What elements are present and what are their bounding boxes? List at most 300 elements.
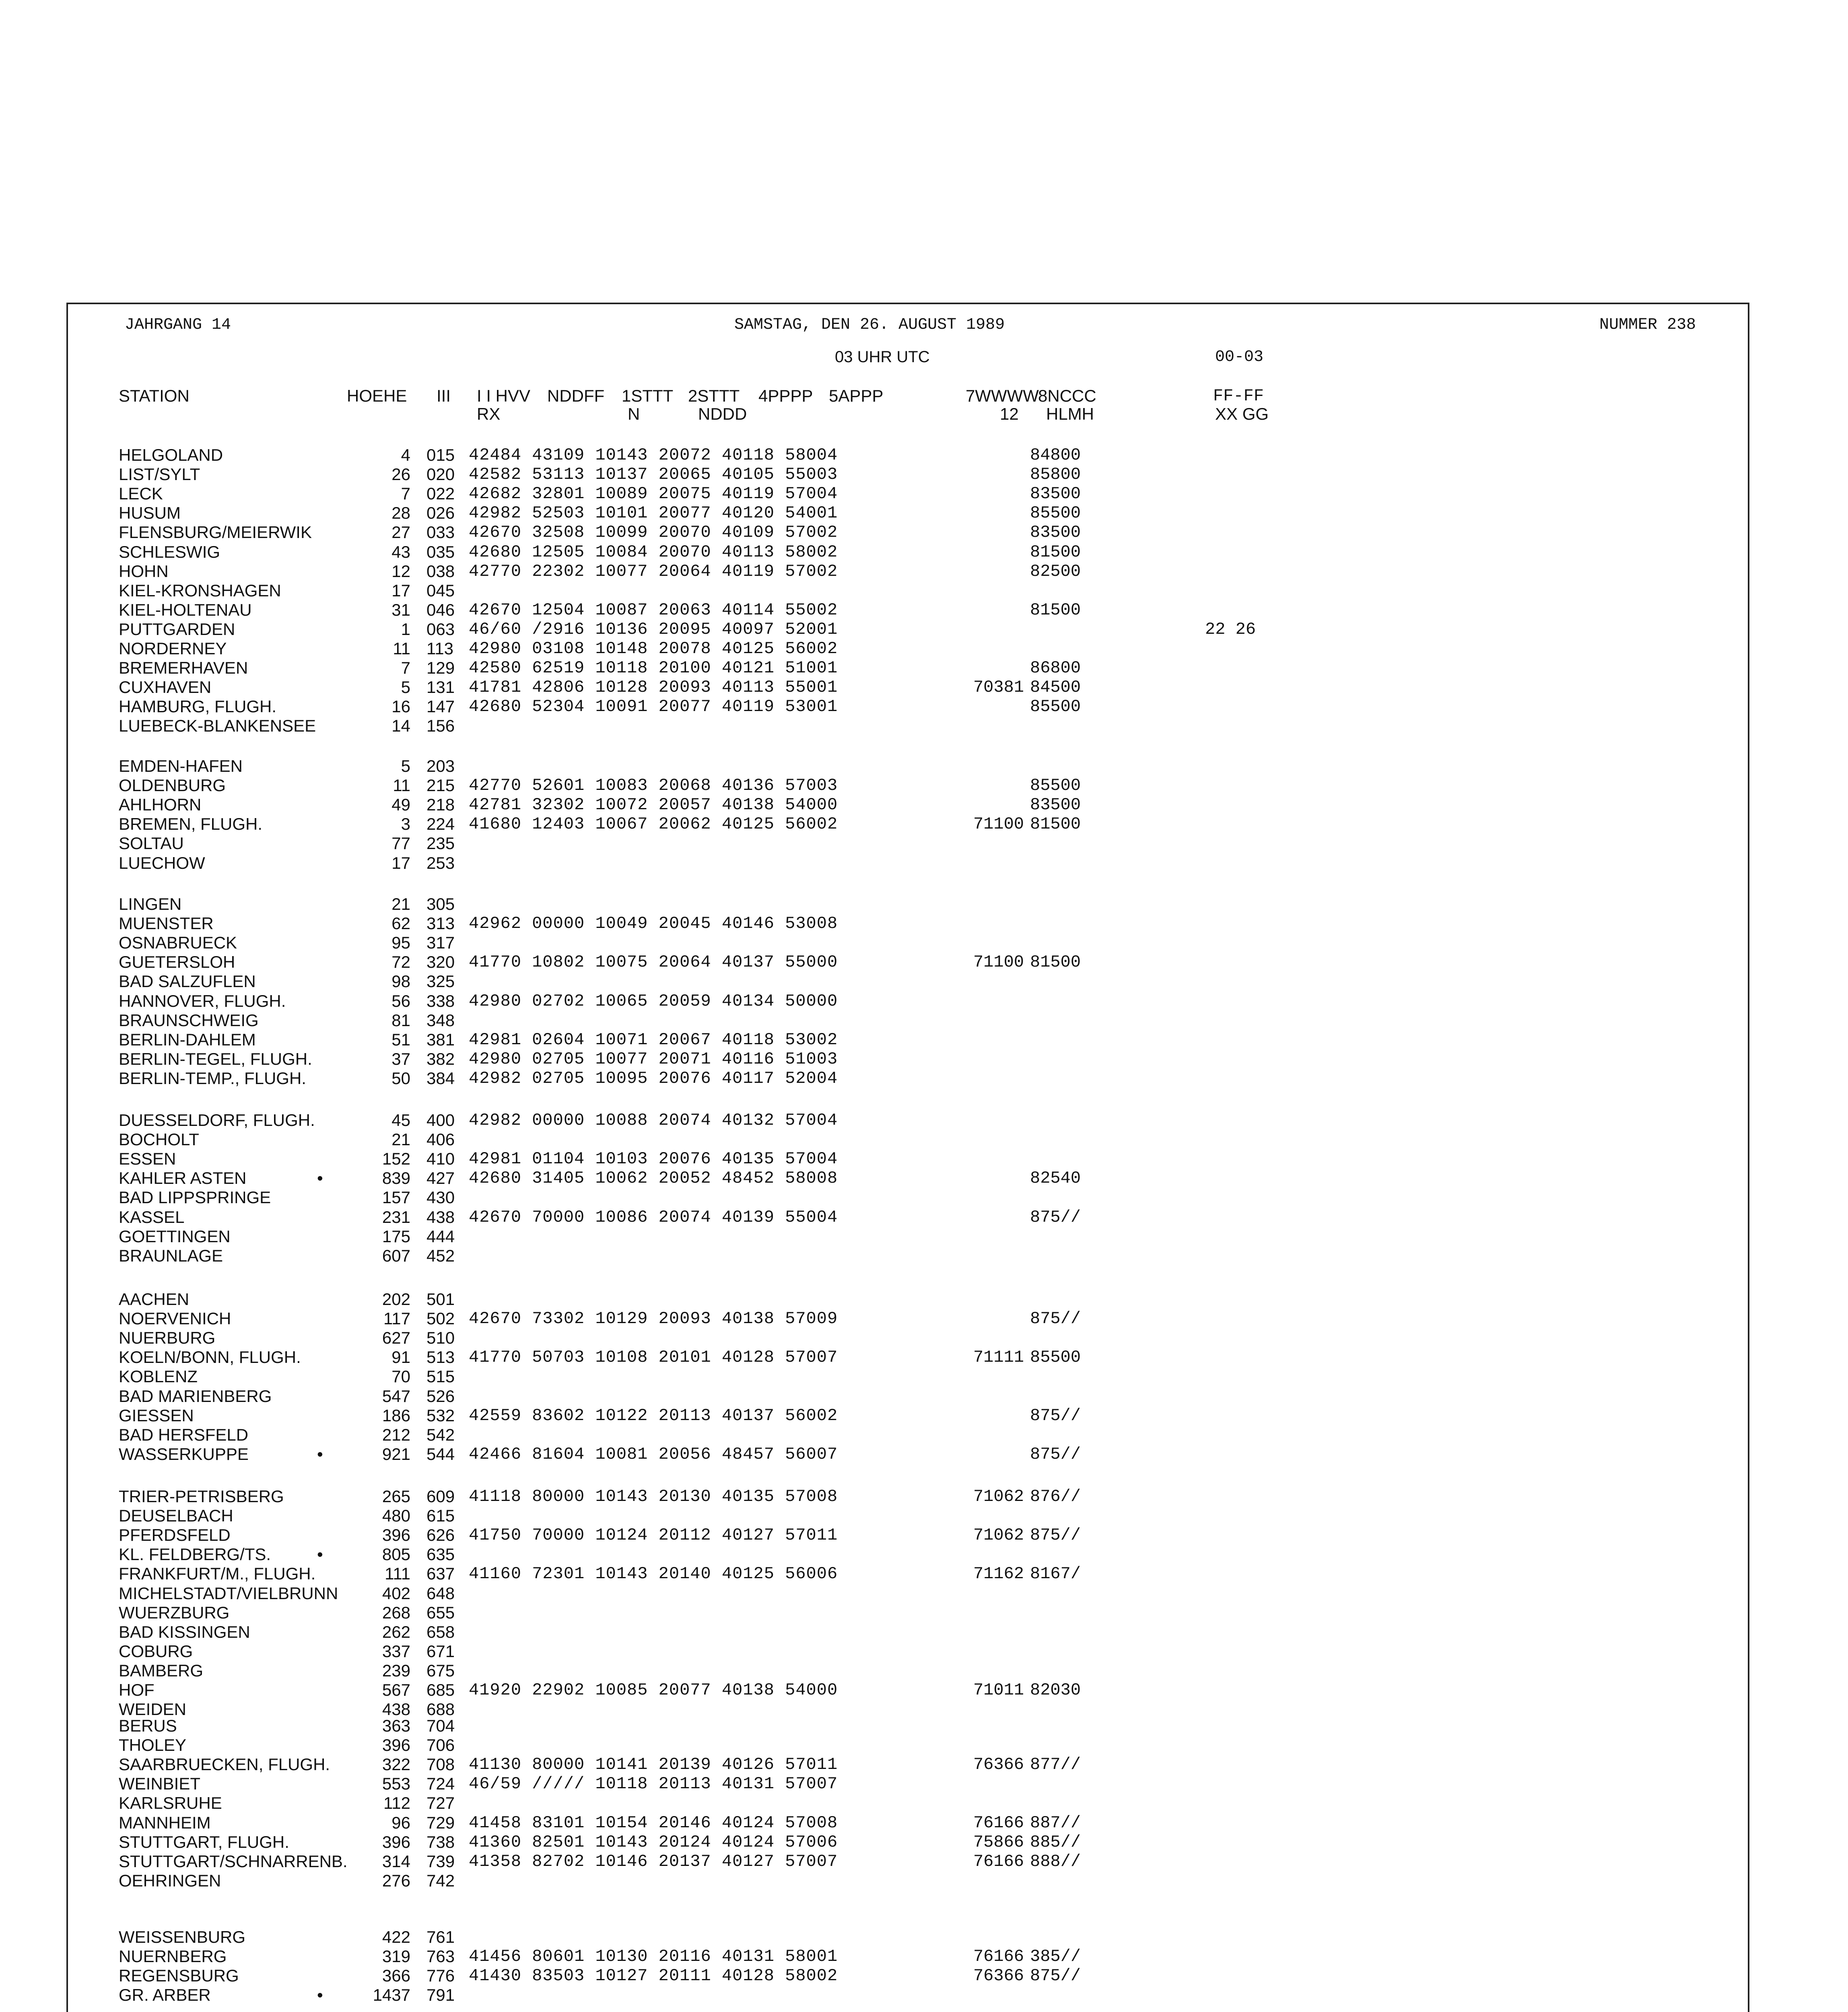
group-8nccc: 84500 — [1030, 678, 1081, 697]
station-index: 637 — [426, 1564, 455, 1583]
group-8nccc: 81500 — [1030, 952, 1081, 972]
table-row — [0, 1927, 1848, 1947]
col-1sttt: 1STTT — [622, 386, 674, 405]
group-8nccc: 81500 — [1030, 814, 1081, 834]
table-row — [0, 1813, 1848, 1833]
group-7wwww: 71111 — [973, 1348, 1024, 1367]
station-index: 035 — [426, 542, 455, 561]
station-height: 157 — [382, 1188, 410, 1207]
station-index: 763 — [426, 1947, 455, 1966]
station-index: 325 — [426, 972, 455, 991]
station-name: BAD MARIENBERG — [119, 1386, 272, 1406]
station-name: BRAUNLAGE — [119, 1246, 223, 1265]
station-height: 1 — [401, 619, 410, 639]
table-row — [0, 1661, 1848, 1680]
station-name: SCHLESWIG — [119, 542, 220, 561]
col-ff-ff: FF-FF — [1213, 386, 1264, 406]
synop-groups: 41130 80000 10141 20139 40126 57011 — [469, 1755, 838, 1775]
station-index: 235 — [426, 834, 455, 853]
station-index: 738 — [426, 1832, 455, 1851]
station-height: 607 — [382, 1246, 410, 1265]
synop-groups: 41680 12403 10067 20062 40125 56002 — [469, 814, 838, 834]
station-name: AHLHORN — [119, 795, 202, 814]
station-name: KARLSRUHE — [119, 1793, 222, 1813]
station-name: GUETERSLOH — [119, 952, 235, 972]
station-name: TRIER-PETRISBERG — [119, 1487, 284, 1506]
table-row — [0, 1793, 1848, 1813]
col-4pppp: 4PPPP — [758, 386, 813, 405]
synop-groups: 41781 42806 10128 20093 40113 55001 — [469, 678, 838, 697]
group-8nccc: 876// — [1030, 1487, 1081, 1506]
synop-groups: 42980 03108 10148 20078 40125 56002 — [469, 639, 838, 658]
table-row — [0, 1985, 1848, 2005]
station-name: AACHEN — [119, 1290, 190, 1309]
station-index: 502 — [426, 1309, 455, 1328]
synop-groups: 42980 02705 10077 20071 40116 51003 — [469, 1049, 838, 1069]
station-name: LINGEN — [119, 895, 182, 913]
synop-groups: 42680 31405 10062 20052 48452 58008 — [469, 1169, 838, 1188]
table-row — [0, 952, 1848, 972]
station-height: 276 — [382, 1871, 410, 1890]
station-index: 045 — [426, 581, 455, 600]
station-name: GOETTINGEN — [119, 1227, 231, 1246]
group-8nccc: 82540 — [1030, 1169, 1081, 1188]
group-7wwww: 76166 — [973, 1851, 1024, 1871]
station-name: WEINBIET — [119, 1774, 201, 1793]
table-row — [0, 1309, 1848, 1328]
synop-groups: 41118 80000 10143 20130 40135 57008 — [469, 1487, 838, 1506]
station-height: 265 — [382, 1487, 410, 1506]
station-index: 320 — [426, 952, 455, 972]
table-row — [0, 1425, 1848, 1445]
station-index: 739 — [426, 1851, 455, 1871]
station-name: GR. ARBER — [119, 1985, 211, 2005]
station-index: 544 — [426, 1444, 455, 1464]
station-height: 17 — [391, 581, 410, 600]
station-height: 31 — [391, 600, 410, 619]
station-height: 16 — [391, 697, 410, 716]
col-5appp: 5APPP — [829, 386, 884, 405]
station-index: 635 — [426, 1545, 455, 1564]
table-row — [0, 1348, 1848, 1367]
synop-groups: 42680 12505 10084 20070 40113 58002 — [469, 542, 838, 562]
station-index: 382 — [426, 1049, 455, 1068]
period-label: 00-03 — [1215, 348, 1264, 366]
station-height: 17 — [391, 853, 410, 872]
station-height: 921 — [382, 1444, 410, 1464]
station-index: 218 — [426, 795, 455, 814]
station-height: 12 — [391, 561, 410, 581]
station-height: 98 — [391, 972, 410, 991]
station-name: DUESSELDORF, FLUGH. — [119, 1111, 315, 1130]
synop-groups: 42962 00000 10049 20045 40146 53008 — [469, 914, 838, 934]
table-row — [0, 542, 1848, 562]
station-index: 791 — [426, 1985, 455, 2005]
station-index: 406 — [426, 1130, 455, 1149]
station-name: MICHELSTADT/VIELBRUNN — [119, 1583, 338, 1603]
station-height: 21 — [391, 895, 410, 913]
station-name: WUERZBURG — [119, 1603, 230, 1622]
table-row — [0, 1290, 1848, 1309]
group-8nccc: 885// — [1030, 1832, 1081, 1852]
table-row — [0, 1716, 1848, 1736]
col-iii: III — [437, 386, 451, 405]
station-name: PUTTGARDEN — [119, 619, 235, 639]
table-row — [0, 1525, 1848, 1545]
station-height: 202 — [382, 1290, 410, 1309]
table-row — [0, 1642, 1848, 1661]
group-7wwww: 76366 — [973, 1755, 1024, 1775]
issue-number: NUMMER 238 — [1599, 316, 1696, 334]
station-index: 532 — [426, 1406, 455, 1425]
station-height: 62 — [391, 914, 410, 933]
station-index: 129 — [426, 658, 455, 678]
station-index: 063 — [426, 619, 455, 639]
table-row — [0, 465, 1848, 484]
station-height: 268 — [382, 1603, 410, 1622]
station-height: 553 — [382, 1774, 410, 1793]
station-height: 81 — [391, 1010, 410, 1030]
table-row — [0, 914, 1848, 933]
station-height: 3 — [401, 814, 410, 834]
group-8nccc: 877// — [1030, 1755, 1081, 1775]
station-index: 022 — [426, 484, 455, 503]
table-row — [0, 1387, 1848, 1406]
station-height: 27 — [391, 523, 410, 542]
station-name: SOLTAU — [119, 834, 184, 853]
group-8nccc: 82030 — [1030, 1680, 1081, 1700]
group-8nccc: 83500 — [1030, 795, 1081, 815]
group-8nccc: 8167/ — [1030, 1564, 1081, 1584]
station-name: BERLIN-TEGEL, FLUGH. — [119, 1049, 312, 1068]
synop-groups: 41358 82702 10146 20137 40127 57007 — [469, 1851, 838, 1871]
group-8nccc: 85500 — [1030, 503, 1081, 523]
table-row — [0, 639, 1848, 658]
table-row — [0, 757, 1848, 776]
table-row — [0, 1208, 1848, 1227]
station-height: 152 — [382, 1149, 410, 1169]
group-7wwww: 76366 — [973, 1966, 1024, 1986]
station-index: 338 — [426, 991, 455, 1010]
station-index: 305 — [426, 895, 455, 913]
station-index: 438 — [426, 1207, 455, 1227]
station-index: 384 — [426, 1068, 455, 1088]
station-index: 131 — [426, 678, 455, 697]
station-name: KOELN/BONN, FLUGH. — [119, 1348, 301, 1367]
station-height: 805 — [382, 1545, 410, 1564]
station-name: BERUS — [119, 1716, 177, 1735]
station-height: 186 — [382, 1406, 410, 1425]
station-index: 452 — [426, 1246, 455, 1265]
table-row — [0, 562, 1848, 581]
station-index: 313 — [426, 914, 455, 933]
station-name: WEISSENBURG — [119, 1927, 246, 1946]
table-row — [0, 503, 1848, 523]
col-8nccc: 8NCCC — [1038, 386, 1096, 405]
group-8nccc: 85500 — [1030, 776, 1081, 796]
mountain-marker: • — [317, 1169, 323, 1188]
group-7wwww: 71011 — [973, 1680, 1024, 1700]
synop-groups: 42981 02604 10071 20067 40118 53002 — [469, 1030, 838, 1049]
station-name: NUERBURG — [119, 1328, 216, 1348]
station-name: BAD HERSFELD — [119, 1425, 249, 1444]
station-height: 175 — [382, 1227, 410, 1246]
station-name: STUTTGART/SCHNARRENB. — [119, 1851, 348, 1871]
station-index: 542 — [426, 1425, 455, 1444]
group-8nccc: 888// — [1030, 1851, 1081, 1871]
station-height: 72 — [391, 952, 410, 972]
table-row — [0, 1227, 1848, 1246]
station-index: 501 — [426, 1290, 455, 1309]
station-height: 262 — [382, 1622, 410, 1641]
station-height: 480 — [382, 1506, 410, 1525]
station-name: OEHRINGEN — [119, 1871, 221, 1890]
station-height: 438 — [382, 1700, 410, 1719]
station-height: 231 — [382, 1207, 410, 1227]
table-row — [0, 1445, 1848, 1464]
observation-time: 03 UHR UTC — [835, 348, 930, 366]
synop-groups: 41920 22902 10085 20077 40138 54000 — [469, 1680, 838, 1700]
station-height: 91 — [391, 1348, 410, 1367]
station-height: 422 — [382, 1927, 410, 1946]
table-row — [0, 795, 1848, 814]
col-rx: RX — [477, 404, 501, 423]
station-index: 444 — [426, 1227, 455, 1246]
synop-groups: 42770 22302 10077 20064 40119 57002 — [469, 561, 838, 581]
synop-groups: 41770 50703 10108 20101 40128 57007 — [469, 1348, 838, 1367]
synop-groups: 42670 32508 10099 20070 40109 57002 — [469, 523, 838, 542]
synop-groups: 42980 02702 10065 20059 40134 50000 — [469, 991, 838, 1011]
jahrgang-label: JAHRGANG 14 — [125, 316, 231, 334]
station-height: 402 — [382, 1583, 410, 1603]
station-index: 026 — [426, 503, 455, 523]
station-index: 015 — [426, 445, 455, 464]
station-index: 020 — [426, 465, 455, 484]
station-index: 724 — [426, 1774, 455, 1793]
group-7wwww: 75866 — [973, 1832, 1024, 1852]
table-row — [0, 1169, 1848, 1188]
station-name: BAD LIPPSPRINGE — [119, 1188, 271, 1207]
col-nddff: NDDFF — [547, 386, 605, 405]
station-height: 547 — [382, 1386, 410, 1406]
station-index: 708 — [426, 1755, 455, 1774]
col-n: N — [628, 404, 640, 423]
station-index: 671 — [426, 1641, 455, 1661]
station-height: 26 — [391, 465, 410, 484]
table-row — [0, 1487, 1848, 1506]
station-name: DEUSELBACH — [119, 1506, 233, 1525]
table-row — [0, 658, 1848, 678]
station-height: 839 — [382, 1169, 410, 1188]
table-row — [0, 933, 1848, 952]
station-index: 113 — [426, 639, 453, 658]
station-name: ESSEN — [119, 1149, 176, 1169]
group-8nccc: 84800 — [1030, 445, 1081, 465]
group-8nccc: 385// — [1030, 1947, 1081, 1967]
group-7wwww: 71162 — [973, 1564, 1024, 1584]
group-8nccc: 83500 — [1030, 484, 1081, 504]
station-height: 56 — [391, 991, 410, 1010]
station-height: 7 — [401, 484, 410, 503]
station-name: NOERVENICH — [119, 1309, 231, 1328]
station-name: MUENSTER — [119, 914, 214, 933]
station-name: NUERNBERG — [119, 1947, 227, 1966]
table-row — [0, 445, 1848, 465]
synop-groups: 46/59 ///// 10118 20113 40131 57007 — [469, 1774, 838, 1794]
station-name: KASSEL — [119, 1207, 185, 1227]
col-7wwww: 7WWWW — [966, 386, 1039, 405]
station-name: BERLIN-DAHLEM — [119, 1030, 256, 1049]
station-height: 1437 — [373, 1985, 410, 2005]
synop-groups: 41770 10802 10075 20064 40137 55000 — [469, 952, 838, 972]
station-name: BREMERHAVEN — [119, 658, 248, 678]
station-index: 685 — [426, 1680, 455, 1699]
table-row — [0, 895, 1848, 914]
station-height: 5 — [401, 757, 410, 775]
station-name: BAD SALZUFLEN — [119, 972, 256, 991]
station-index: 348 — [426, 1010, 455, 1030]
station-height: 43 — [391, 542, 410, 561]
station-name: WEIDEN — [119, 1700, 186, 1719]
table-row — [0, 1506, 1848, 1525]
table-row — [0, 853, 1848, 873]
group-8nccc: 81500 — [1030, 542, 1081, 562]
synop-groups: 42559 83602 10122 20113 40137 56002 — [469, 1406, 838, 1425]
table-row — [0, 1545, 1848, 1564]
synop-groups: 42770 52601 10083 20068 40136 57003 — [469, 776, 838, 796]
station-index: 609 — [426, 1487, 455, 1506]
station-height: 322 — [382, 1755, 410, 1774]
station-index: 381 — [426, 1030, 455, 1049]
station-index: 156 — [426, 716, 455, 736]
station-height: 627 — [382, 1328, 410, 1348]
station-index: 400 — [426, 1111, 455, 1130]
station-index: 526 — [426, 1386, 455, 1406]
col-2sttt: 2STTT — [688, 386, 740, 405]
station-index: 761 — [426, 1927, 455, 1946]
group-8nccc: 81500 — [1030, 600, 1081, 620]
station-index: 410 — [426, 1149, 455, 1169]
station-name: KAHLER ASTEN — [119, 1169, 247, 1188]
table-row — [0, 1871, 1848, 1890]
col-nddd: NDDD — [698, 404, 747, 423]
station-index: 626 — [426, 1525, 455, 1545]
col-station: STATION — [119, 386, 190, 405]
synop-groups: 42582 53113 10137 20065 40105 55003 — [469, 465, 838, 484]
table-row — [0, 1049, 1848, 1069]
station-name: FRANKFURT/M., FLUGH. — [119, 1564, 316, 1583]
station-index: 655 — [426, 1603, 455, 1622]
synop-groups: 41456 80601 10130 20116 40131 58001 — [469, 1947, 838, 1967]
group-7wwww: 76166 — [973, 1947, 1024, 1967]
station-index: 648 — [426, 1583, 455, 1603]
station-name: BAMBERG — [119, 1661, 204, 1680]
station-index: 729 — [426, 1813, 455, 1832]
group-8nccc: 875// — [1030, 1525, 1081, 1545]
table-row — [0, 972, 1848, 991]
station-index: 658 — [426, 1622, 455, 1641]
station-name: HOF — [119, 1680, 155, 1699]
group-8nccc: 875// — [1030, 1966, 1081, 1986]
table-row — [0, 697, 1848, 716]
table-row — [0, 620, 1848, 639]
table-row — [0, 1833, 1848, 1852]
station-height: 7 — [401, 658, 410, 678]
table-row — [0, 1584, 1848, 1603]
station-index: 615 — [426, 1506, 455, 1525]
group-7wwww: 70381 — [973, 678, 1024, 697]
station-name: EMDEN-HAFEN — [119, 757, 243, 775]
table-row — [0, 581, 1848, 600]
group-8nccc: 83500 — [1030, 523, 1081, 542]
station-index: 033 — [426, 523, 455, 542]
station-index: 224 — [426, 814, 455, 834]
synop-groups: 42670 73302 10129 20093 40138 57009 — [469, 1309, 838, 1329]
station-name: CUXHAVEN — [119, 678, 212, 697]
station-name: HELGOLAND — [119, 445, 223, 464]
date-heading: SAMSTAG, DEN 26. AUGUST 1989 — [734, 316, 1005, 334]
synop-groups: 42466 81604 10081 20056 48457 56007 — [469, 1444, 838, 1464]
table-row — [0, 1188, 1848, 1207]
station-index: 727 — [426, 1793, 455, 1813]
table-row — [0, 1149, 1848, 1169]
station-name: HOHN — [119, 561, 169, 581]
station-height: 49 — [391, 795, 410, 814]
station-height: 319 — [382, 1947, 410, 1966]
group-8nccc: 887// — [1030, 1813, 1081, 1833]
station-height: 14 — [391, 716, 410, 736]
table-row — [0, 1030, 1848, 1049]
synop-groups: 42682 32801 10089 20075 40119 57004 — [469, 484, 838, 504]
station-height: 77 — [391, 834, 410, 853]
group-8nccc: 85800 — [1030, 465, 1081, 484]
col-hlmh: HLMH — [1046, 404, 1094, 423]
col-hoehe: HOEHE — [347, 386, 407, 405]
station-height: 50 — [391, 1068, 410, 1088]
station-index: 776 — [426, 1966, 455, 1985]
station-height: 4 — [401, 445, 410, 464]
synop-groups: 41430 83503 10127 20111 40128 58002 — [469, 1966, 838, 1986]
table-row — [0, 814, 1848, 834]
station-name: OLDENBURG — [119, 776, 226, 795]
mountain-marker: • — [317, 1444, 323, 1464]
synop-groups: 42981 01104 10103 20076 40135 57004 — [469, 1149, 838, 1169]
station-name: LECK — [119, 484, 163, 503]
table-row — [0, 1680, 1848, 1700]
group-ff-gg: 22 26 — [1205, 619, 1256, 639]
group-8nccc: 875// — [1030, 1444, 1081, 1464]
station-height: 95 — [391, 933, 410, 952]
station-height: 11 — [393, 639, 410, 658]
group-8nccc: 875// — [1030, 1207, 1081, 1227]
station-index: 513 — [426, 1348, 455, 1367]
group-7wwww: 71062 — [973, 1525, 1024, 1545]
station-index: 147 — [426, 697, 455, 716]
station-index: 742 — [426, 1871, 455, 1890]
station-height: 239 — [382, 1661, 410, 1680]
station-height: 396 — [382, 1736, 410, 1755]
station-name: LUEBECK-BLANKENSEE — [119, 716, 316, 736]
station-height: 21 — [391, 1130, 410, 1149]
col-iihvv: I I HVV — [477, 386, 531, 405]
station-name: KL. FELDBERG/TS. — [119, 1545, 271, 1564]
station-height: 396 — [382, 1832, 410, 1851]
station-name: GIESSEN — [119, 1406, 194, 1425]
synop-groups: 42982 00000 10088 20074 40132 57004 — [469, 1111, 838, 1130]
station-name: COBURG — [119, 1641, 193, 1661]
table-row — [0, 1774, 1848, 1793]
table-row — [0, 1406, 1848, 1425]
